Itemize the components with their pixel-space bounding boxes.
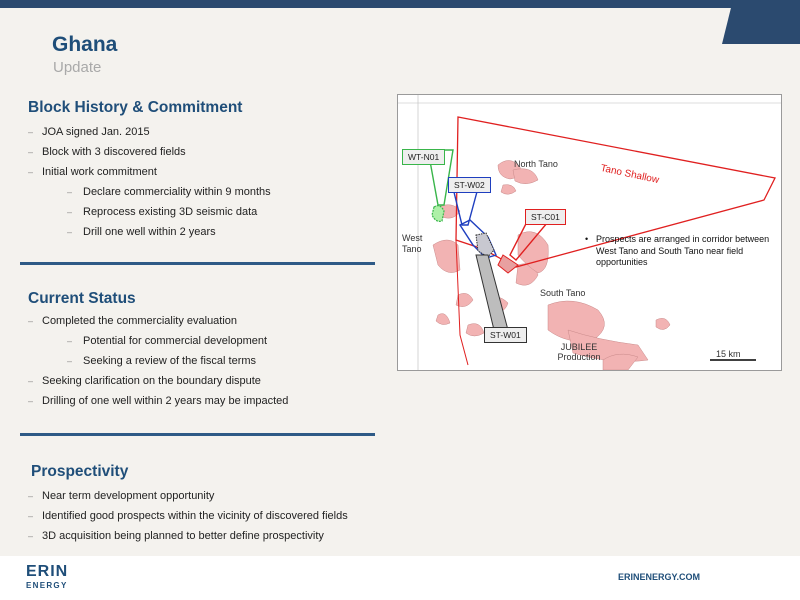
page-title: Ghana — [52, 33, 118, 56]
page-number: 8 — [773, 568, 782, 585]
prospectivity-list — [28, 489, 348, 549]
list-item: – Potential for commercial development — [28, 334, 288, 354]
st-w02-label: ST-W02 — [448, 177, 491, 193]
block-history-heading: Block History & Commitment — [28, 99, 243, 116]
company-logo-sub: ENERGY — [26, 581, 68, 590]
footer-url[interactable]: ERINENERGY.COM — [618, 572, 701, 582]
st-w01-prospect — [476, 233, 494, 257]
map-note — [585, 234, 772, 269]
company-logo: ERIN — [26, 563, 69, 580]
st-c01-label: ST-C01 — [525, 209, 566, 225]
list-item: – Reprocess existing 3D seismic data — [28, 205, 271, 225]
list-item: – 3D acquisition being planned to better define prospectivity — [28, 529, 348, 549]
map-drawing — [398, 95, 781, 370]
list-item: – Seeking clarification on the boundary dispute — [28, 374, 288, 394]
prospectivity-heading: Prospectivity — [31, 463, 129, 480]
block-history-list — [28, 125, 271, 245]
list-item: – Declare commerciality within 9 months — [28, 185, 271, 205]
list-item: – Seeking a review of the fiscal terms — [28, 354, 288, 374]
st-w01-label: ST-W01 — [484, 327, 527, 343]
st-c01-prospect — [498, 255, 518, 273]
current-status-heading: Current Status — [28, 290, 136, 307]
south-tano-label: South Tano — [540, 288, 586, 298]
list-item: – Drill one well within 2 years — [28, 225, 271, 245]
list-item: – Drilling of one well within 2 years may be impacted — [28, 394, 288, 414]
bullet-icon: • — [585, 234, 589, 244]
west-tano-label: West Tano — [402, 233, 423, 254]
list-item: – JOA signed Jan. 2015 — [28, 125, 271, 145]
wt-n01-label: WT-N01 — [402, 149, 445, 165]
north-tano-label: North Tano — [514, 159, 558, 169]
list-item: – Block with 3 discovered fields — [28, 145, 271, 165]
block-map — [397, 94, 782, 371]
current-status-list — [28, 314, 288, 414]
section-divider — [20, 433, 375, 436]
wt-n01-prospect — [432, 206, 444, 222]
page-subtitle: Update — [53, 59, 102, 76]
jubilee-label: JUBILEE Production — [557, 342, 601, 362]
tano-shallow-label: Tano Shallow — [599, 162, 660, 187]
page-number-tab — [722, 0, 800, 44]
list-item: – Initial work commitment — [28, 165, 271, 185]
list-item: – Completed the commerciality evaluation — [28, 314, 288, 334]
map-note-text: Prospects are arranged in corridor between West Tano and South Tano near field opportunities — [596, 234, 770, 267]
top-bar — [0, 0, 800, 8]
list-item: – Near term development opportunity — [28, 489, 348, 509]
list-item: – Identified good prospects within the vicinity of discovered fields — [28, 509, 348, 529]
section-divider — [20, 262, 375, 265]
scale-label: 15 km — [716, 349, 741, 359]
